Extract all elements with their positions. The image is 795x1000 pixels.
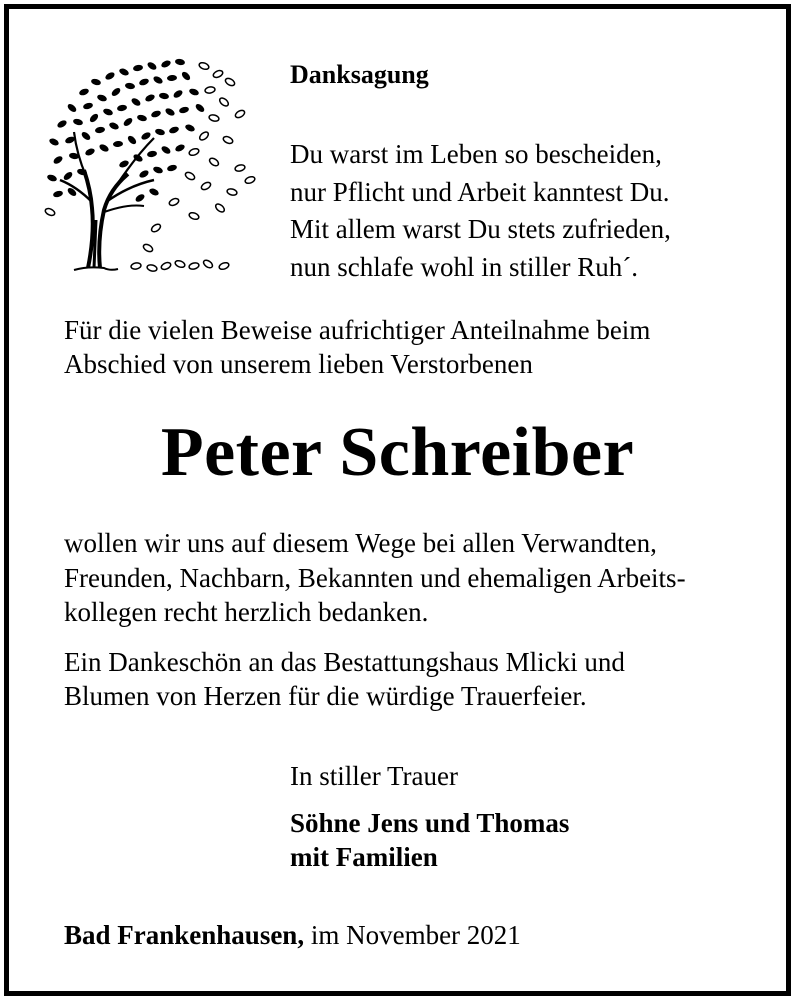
thanks-extra-line: Blumen von Herzen für die würdige Trauerfeier. xyxy=(64,681,587,711)
thanks-line: wollen wir uns auf diesem Wege bei allen Verwandten, xyxy=(64,528,657,558)
mourning-phrase: In stiller Trauer xyxy=(290,761,458,791)
intro-line: Abschied von unserem lieben Verstorbenen xyxy=(64,349,533,379)
thanks-line: Freunden, Nachbarn, Bekannten und ehemaligen Arbeits- xyxy=(64,562,686,593)
poem-line: nur Pflicht und Arbeit kanntest Du. xyxy=(290,176,670,207)
footer-place: Bad Frankenhausen, xyxy=(64,920,305,950)
thanks-line: kollegen recht herzlich bedanken. xyxy=(64,597,429,627)
family-signature xyxy=(290,806,569,874)
poem xyxy=(290,136,671,286)
intro-line: Für die vielen Beweise aufrichtiger Anteilnahme beim xyxy=(64,315,651,345)
page-title: Danksagung xyxy=(290,60,429,89)
deceased-name: Peter Schreiber xyxy=(160,414,635,491)
family-line: mit Familien xyxy=(290,842,438,872)
tree-icon xyxy=(44,52,264,280)
thanks-extra-paragraph xyxy=(64,645,625,713)
intro-paragraph xyxy=(64,313,650,381)
footer-place-date xyxy=(64,919,521,952)
poem-line: Du warst im Leben so bescheiden, xyxy=(290,139,662,169)
poem-line: nun schlafe wohl in stiller Ruh´. xyxy=(290,251,638,282)
footer-date: im November 2021 xyxy=(304,920,521,950)
thanks-extra-line: Ein Dankeschön an das Bestattungshaus Mlicki und xyxy=(64,647,625,677)
family-line: Söhne Jens und Thomas xyxy=(290,808,570,838)
thanks-paragraph xyxy=(64,526,686,630)
poem-line: Mit allem warst Du stets zufrieden, xyxy=(290,214,671,244)
